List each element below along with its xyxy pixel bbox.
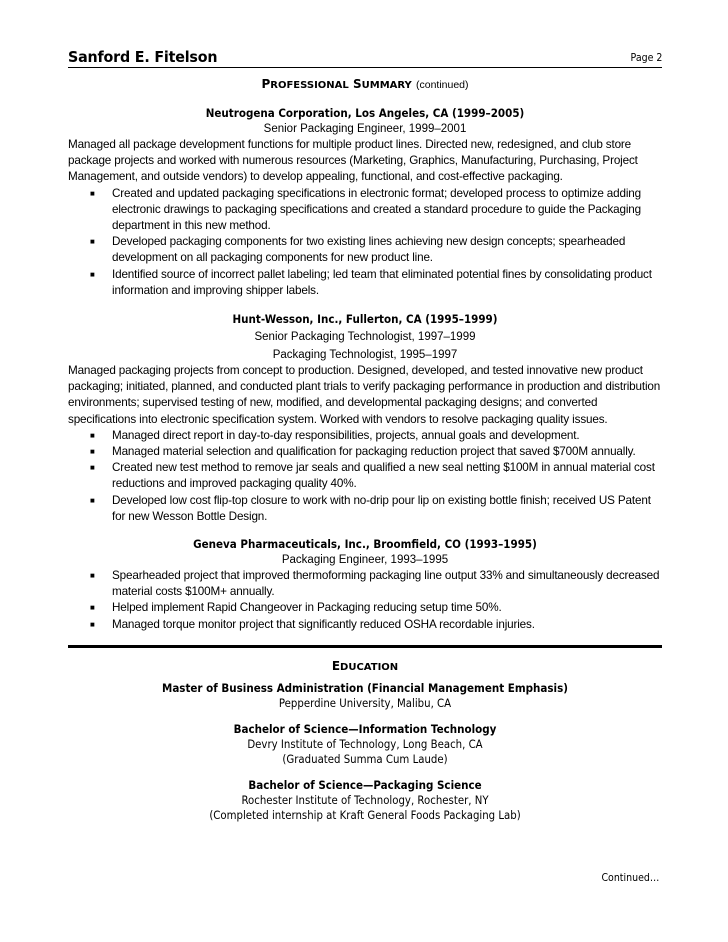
job-role: Senior Packaging Technologist, 1997–1999 xyxy=(254,331,476,344)
bullet-icon: ■ xyxy=(90,603,95,613)
resume-page xyxy=(68,40,662,823)
bullet-icon: ■ xyxy=(90,269,95,279)
list-item: ■ Managed material selection and qualification for packaging reduction project that saved $700M annually. xyxy=(68,444,662,460)
list-item: ■ Spearheaded project that improved thermoforming packaging line output 33% and simultaneously decreased material costs $100M+ annually. xyxy=(90,569,660,599)
section-title-professional-summary: PROFESSIONAL SUMMARY (continued) xyxy=(261,77,469,91)
continued-note: (continued) xyxy=(415,79,469,91)
job-role: Packaging Engineer, 1993–1995 xyxy=(281,554,449,567)
section-title-education: EDUCATION xyxy=(331,658,399,673)
job-role: Packaging Technologist, 1995–1997 xyxy=(272,349,458,362)
bullet-icon: ■ xyxy=(90,463,95,473)
achievement-list xyxy=(68,428,662,525)
list-item: ■ Managed direct report in day-to-day responsibilities, projects, annual goals and development. xyxy=(68,428,662,444)
bullet-icon: ■ xyxy=(90,447,95,457)
page-header xyxy=(68,40,662,66)
job-description: Managed all package development functions for multiple product lines. Directed new, redesigned, and club store package projects and worked with numerous resources (Marketing, Graphics, Manufacturing, Purchasing, Project Management, and outside vendors) to develop appealing, functional, and cost-effective packaging. xyxy=(68,138,638,184)
degree-note: (Graduated Summa Cum Laude) xyxy=(282,752,448,766)
list-item: ■ Created new test method to remove jar seals and qualified a new seal netting $100M in annual material cost reductions and improved packaging quality 40%. xyxy=(90,461,655,491)
job-entry xyxy=(68,312,662,525)
list-item: ■ Managed torque monitor project that significantly reduced OSHA recordable injuries. xyxy=(68,617,662,633)
list-item: ■ Developed packaging components for two existing lines achieving new design concepts; spearheaded development on all packaging components for new product line. xyxy=(90,235,626,265)
list-item: ■ Created and updated packaging specifications in electronic format; developed process to optimize adding electronic drawings to packaging specifications and created a standard procedure to guide the Packaging department in this new method. xyxy=(90,186,642,233)
list-item: ■ Developed low cost flip-top closure to work with no-drip pour lip on existing bottle finish; received US Patent for new Wesson Bottle Design. xyxy=(90,493,651,523)
degree-institution: Devry Institute of Technology, Long Beach, CA xyxy=(247,737,483,751)
employer-heading: Neutrogena Corporation, Los Angeles, CA (1999–2005) xyxy=(205,106,525,120)
degree-entry xyxy=(68,722,662,767)
employer-heading: Geneva Pharmaceuticals, Inc., Broomfield, CO (1993–1995) xyxy=(193,537,537,552)
candidate-name: Sanford E. Fitelson xyxy=(68,48,218,66)
job-role: Senior Packaging Engineer, 1999–2001 xyxy=(263,123,467,135)
bullet-icon: ■ xyxy=(90,237,95,247)
bullet-icon: ■ xyxy=(90,430,95,440)
degree-note: (Completed internship at Kraft General Foods Packaging Lab) xyxy=(209,808,521,822)
job-entry xyxy=(68,537,662,633)
job-description: Managed packaging projects from concept to production. Designed, developed, and tested innovative new product packaging; initiated, planned, and conducted plant trials to verify packaging performance in production and distribution environments; supervised testing of new, modified, and developmental packaging designs; and converted specifications into electronic specification system. Worked with vendors to resolve packaging quality issues. xyxy=(68,364,661,426)
list-item: ■ Identified source of incorrect pallet labeling; led team that eliminated potential fines by consolidating product information and improving shipper labels. xyxy=(90,267,652,297)
bullet-icon: ■ xyxy=(90,495,95,505)
degree-entry xyxy=(68,681,662,711)
degree-title: Master of Business Administration (Financial Management Emphasis) xyxy=(162,680,568,695)
job-entry xyxy=(68,106,662,299)
degree-title: Bachelor of Science—Information Technology xyxy=(233,721,497,736)
list-item: ■ Helped implement Rapid Changeover in Packaging reducing setup time 50%. xyxy=(68,600,662,616)
employer-heading: Hunt-Wesson, Inc., Fullerton, CA (1995–1999) xyxy=(232,312,498,327)
bullet-icon: ■ xyxy=(90,619,95,629)
page-number: Page 2 xyxy=(630,52,662,64)
bullet-icon: ■ xyxy=(90,188,95,198)
degree-institution: Rochester Institute of Technology, Rochester, NY xyxy=(241,793,489,807)
degree-entry xyxy=(68,778,662,823)
achievement-list xyxy=(68,568,662,633)
section-divider xyxy=(68,645,662,648)
degree-title: Bachelor of Science—Packaging Science xyxy=(248,777,482,792)
degree-institution: Pepperdine University, Malibu, CA xyxy=(278,696,452,710)
achievement-list xyxy=(68,186,662,299)
bullet-icon: ■ xyxy=(90,571,95,581)
continued-footer: Continued… xyxy=(601,872,659,884)
header-rule xyxy=(68,67,662,68)
